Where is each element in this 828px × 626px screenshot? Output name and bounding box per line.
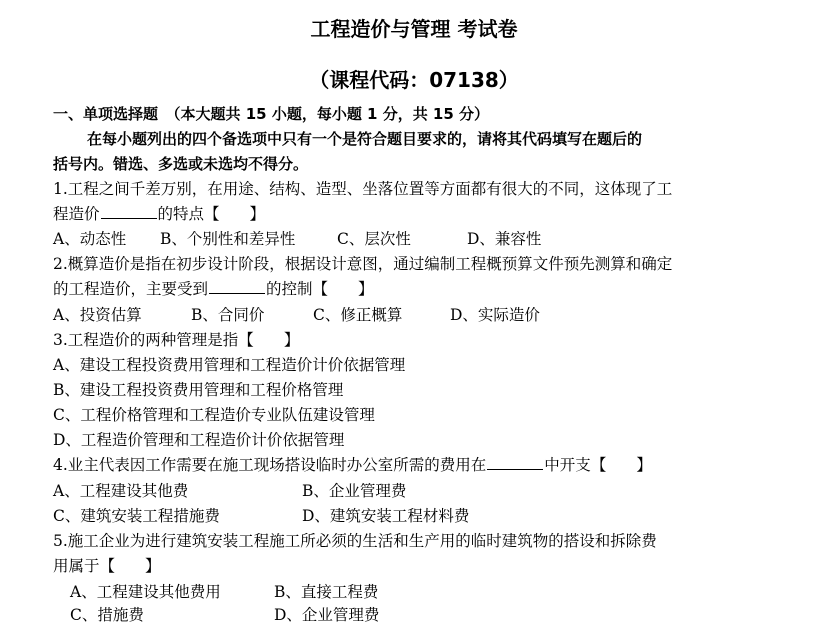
question-5-option-b: B、直接工程费 bbox=[274, 583, 379, 601]
course-code: （课程代码：07138） bbox=[309, 68, 519, 92]
question-1-text-line1: 1.工程之间千差万别，在用途、结构、造型、坐落位置等方面都有很大的不同，这体现了工 bbox=[53, 180, 673, 198]
question-2-option-b: B、合同价 bbox=[191, 306, 265, 324]
question-4-text bbox=[53, 454, 652, 476]
question-3-option-b: B、建设工程投资费用管理和工程价格管理 bbox=[53, 381, 344, 399]
answer-bracket bbox=[238, 331, 299, 349]
bracket-close: 】 bbox=[283, 331, 300, 349]
question-2-option-a: A、投资估算 bbox=[53, 306, 142, 324]
question-4-option-a: A、工程建设其他费 bbox=[53, 482, 189, 500]
question-1-option-b: B、个别性和差异性 bbox=[160, 230, 296, 248]
question-5-option-c: C、措施费 bbox=[70, 606, 144, 624]
question-2-text-after: 的控制 bbox=[266, 280, 313, 298]
question-3-text bbox=[53, 329, 299, 351]
question-1-text-line2 bbox=[53, 203, 265, 225]
bracket-close: 】 bbox=[145, 557, 161, 575]
answer-bracket bbox=[100, 557, 161, 575]
answer-bracket bbox=[204, 205, 265, 223]
section-heading: 一、单项选择题 （本大题共 15 小题，每小题 1 分，共 15 分） bbox=[53, 105, 490, 123]
section-instruction-line2: 括号内。错选、多选或未选均不得分。 bbox=[53, 155, 309, 173]
question-1-option-c: C、层次性 bbox=[337, 230, 411, 248]
answer-bracket bbox=[313, 280, 374, 298]
bracket-open: 【 bbox=[590, 456, 607, 474]
question-3-option-c: C、工程价格管理和工程造价专业队伍建设管理 bbox=[53, 406, 375, 424]
question-5-text-before: 用属于 bbox=[53, 557, 100, 575]
question-2-option-c: C、修正概算 bbox=[313, 306, 403, 324]
question-4-option-c: C、建筑安装工程措施费 bbox=[53, 507, 220, 525]
question-2-text-line2 bbox=[53, 278, 374, 300]
answer-blank bbox=[209, 279, 265, 294]
question-5-option-d: D、企业管理费 bbox=[274, 606, 380, 624]
question-2-option-d: D、实际造价 bbox=[450, 306, 540, 324]
bracket-close: 】 bbox=[249, 205, 266, 223]
question-2-text-before: 的工程造价，主要受到 bbox=[53, 280, 209, 298]
question-5-text-line1: 5.施工企业为进行建筑安装工程施工所必须的生活和生产用的临时建筑物的搭设和拆除费 bbox=[53, 532, 657, 550]
question-4-text-after: 中开支 bbox=[544, 456, 591, 474]
question-4-option-b: B、企业管理费 bbox=[302, 482, 407, 500]
answer-blank bbox=[487, 455, 543, 470]
bracket-close: 】 bbox=[636, 456, 652, 474]
question-3-option-d: D、工程造价管理和工程造价计价依据管理 bbox=[53, 431, 345, 449]
question-1-option-d: D、兼容性 bbox=[467, 230, 542, 248]
bracket-close: 】 bbox=[358, 280, 374, 298]
bracket-open: 【 bbox=[238, 331, 254, 349]
exam-title: 工程造价与管理 考试卷 bbox=[310, 17, 518, 41]
question-3-text-main: 3.工程造价的两种管理是指 bbox=[53, 331, 239, 349]
question-3-option-a: A、建设工程投资费用管理和工程造价计价依据管理 bbox=[53, 356, 406, 374]
bracket-open: 【 bbox=[99, 557, 116, 575]
bracket-open: 【 bbox=[204, 205, 220, 223]
answer-blank bbox=[101, 204, 157, 219]
question-5-option-a: A、工程建设其他费用 bbox=[70, 583, 221, 601]
question-4-option-d: D、建筑安装工程材料费 bbox=[302, 507, 470, 525]
question-1-option-a: A、动态性 bbox=[53, 230, 127, 248]
question-4-text-before: 4.业主代表因工作需要在施工现场搭设临时办公室所需的费用在 bbox=[53, 456, 487, 474]
question-2-text-line1: 2.概算造价是指在初步设计阶段，根据设计意图，通过编制工程概预算文件预先测算和确定 bbox=[53, 255, 673, 273]
bracket-open: 【 bbox=[312, 280, 329, 298]
section-instruction-line1: 在每小题列出的四个备选项中只有一个是符合题目要求的，请将其代码填写在题后的 bbox=[87, 130, 643, 148]
answer-bracket bbox=[591, 456, 652, 474]
question-5-text-line2 bbox=[53, 555, 161, 577]
question-1-text-after: 的特点 bbox=[157, 205, 205, 223]
question-1-text-before: 程造价 bbox=[53, 205, 100, 223]
